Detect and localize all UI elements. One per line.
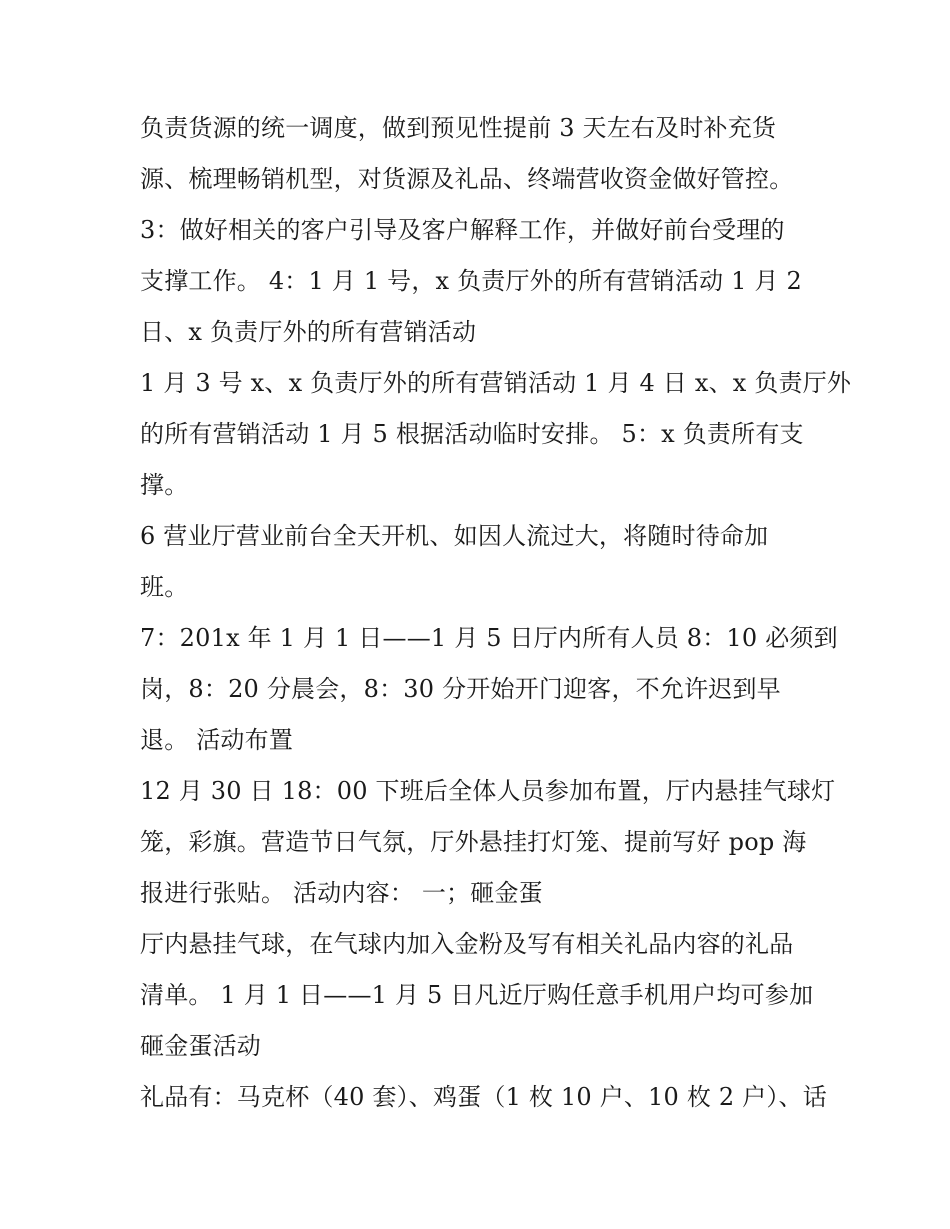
text-line-3: 3：做好相关的客户引导及客户解释工作，并做好前台受理的 (140, 216, 785, 244)
text-line-9: 6 营业厅营业前台全天开机、如因人流过大，将随时待命加 (140, 522, 769, 550)
text-line-16: 报进行张贴。 活动内容： 一；砸金蛋 (140, 879, 543, 907)
text-line-13: 退。 活动布置 (140, 726, 294, 754)
text-line-12: 岗，8：20 分晨会，8：30 分开始开门迎客，不允许迟到早 (140, 675, 781, 703)
text-line-7: 的所有营销活动 1 月 5 根据活动临时安排。 5：x 负责所有支 (140, 420, 804, 448)
text-line-10: 班。 (140, 573, 189, 601)
text-line-4: 支撑工作。 4：1 月 1 号，x 负责厅外的所有营销活动 1 月 2 (140, 267, 802, 295)
text-line-11: 7：201x 年 1 月 1 日——1 月 5 日厅内所有人员 8：10 必须到 (140, 624, 838, 652)
text-line-6: 1 月 3 号 x、x 负责厅外的所有营销活动 1 月 4 日 x、x 负责厅外 (140, 369, 852, 397)
text-line-8: 撑。 (140, 471, 189, 499)
text-line-17: 厅内悬挂气球，在气球内加入金粉及写有相关礼品内容的礼品 (140, 930, 794, 958)
text-line-19: 砸金蛋活动 (140, 1032, 261, 1060)
text-line-20: 礼品有：马克杯（40 套）、鸡蛋（1 枚 10 户、10 枚 2 户）、话 (140, 1083, 827, 1111)
text-line-5: 日、x 负责厅外的所有营销活动 (140, 318, 477, 346)
text-line-15: 笼，彩旗。营造节日气氛，厅外悬挂打灯笼、提前写好 pop 海 (140, 828, 807, 856)
text-line-14: 12 月 30 日 18：00 下班后全体人员参加布置，厅内悬挂气球灯 (140, 777, 836, 805)
text-line-2: 源、梳理畅销机型，对货源及礼品、终端营收资金做好管控。 (140, 165, 794, 193)
text-line-18: 清单。 1 月 1 日——1 月 5 日凡近厅购任意手机用户均可参加 (140, 981, 814, 1009)
text-line-1: 负责货源的统一调度，做到预见性提前 3 天左右及时补充货 (140, 114, 777, 142)
